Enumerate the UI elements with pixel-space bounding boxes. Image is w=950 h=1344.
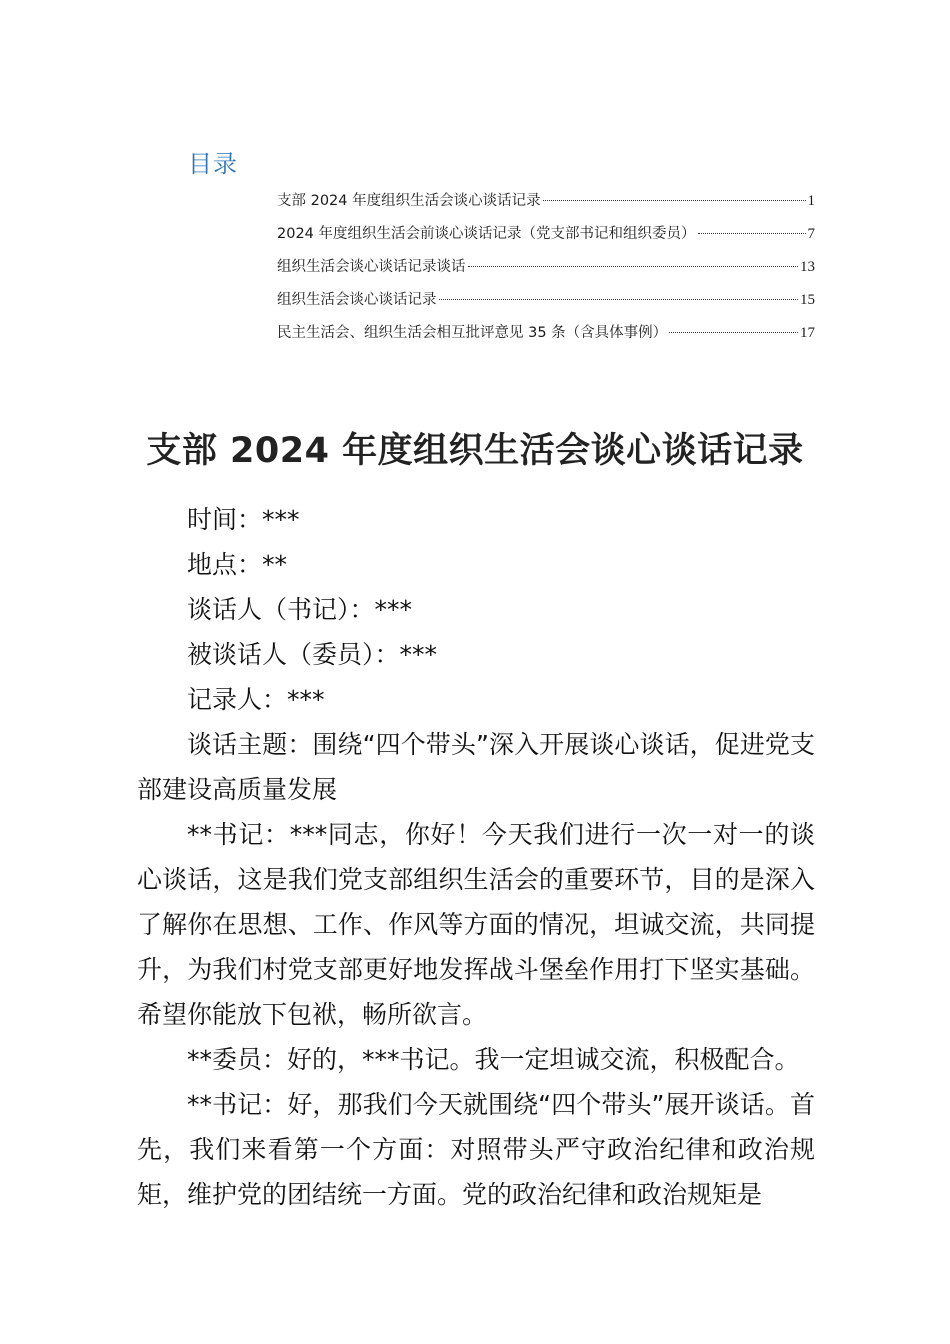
toc-entry[interactable] (277, 318, 815, 351)
toc-entry-page: 13 (800, 259, 815, 275)
toc-entry[interactable] (277, 219, 815, 252)
toc-leader-dots (439, 299, 799, 300)
table-of-contents (277, 186, 815, 351)
dialogue-paragraph: **书记：好，那我们今天就围绕“四个带头”展开谈话。首先，我们来看第一个方面：对照带头严守政治纪律和政治规矩，维护党的团结统一方面。党的政治纪律和政治规矩是 (137, 1090, 815, 1209)
toc-entry-title: 组织生活会谈心谈话记录谈话 (277, 259, 466, 275)
meta-location: 地点：** (187, 550, 288, 579)
meta-topic: 谈话主题：围绕“四个带头”深入开展谈心谈话，促进党支部建设高质量发展 (137, 730, 815, 804)
toc-entry[interactable] (277, 186, 815, 219)
dialogue-paragraph: **书记：***同志，你好！今天我们进行一次一对一的谈心谈话，这是我们党支部组织生活会的重要环节，目的是深入了解你在思想、工作、作风等方面的情况，坦诚交流，共同提升，为我们村党支部更好地发挥战斗堡垒作用打下坚实基础。希望你能放下包袱，畅所欲言。 (137, 820, 815, 1029)
meta-time: 时间：*** (187, 505, 300, 534)
toc-entry-title: 支部 2024 年度组织生活会谈心谈话记录 (277, 193, 541, 209)
document-title: 支部 2024 年度组织生活会谈心谈话记录 (146, 431, 804, 472)
meta-recorder: 记录人：*** (187, 685, 325, 714)
meta-interviewee: 被谈话人（委员）：*** (187, 640, 438, 669)
dialogue-paragraph: **委员：好的，***书记。我一定坦诚交流，积极配合。 (187, 1045, 800, 1074)
toc-leader-dots (698, 233, 806, 234)
document-body (137, 497, 815, 1217)
toc-leader-dots (669, 332, 798, 333)
toc-entry[interactable] (277, 285, 815, 318)
toc-leader-dots (468, 266, 799, 267)
toc-entry-page: 15 (800, 292, 815, 308)
toc-entry-title: 组织生活会谈心谈话记录 (277, 292, 437, 308)
toc-entry-page: 17 (800, 325, 815, 341)
toc-heading: 目录 (188, 150, 238, 178)
toc-entry-title: 民主生活会、组织生活会相互批评意见 35 条（含具体事例） (277, 325, 668, 341)
toc-leader-dots (543, 200, 806, 201)
meta-interviewer: 谈话人（书记）：*** (187, 595, 413, 624)
toc-entry-page: 7 (807, 226, 815, 242)
toc-entry[interactable] (277, 252, 815, 285)
toc-entry-page: 1 (807, 193, 815, 209)
toc-entry-title: 2024 年度组织生活会前谈心谈话记录（党支部书记和组织委员） (277, 226, 696, 242)
